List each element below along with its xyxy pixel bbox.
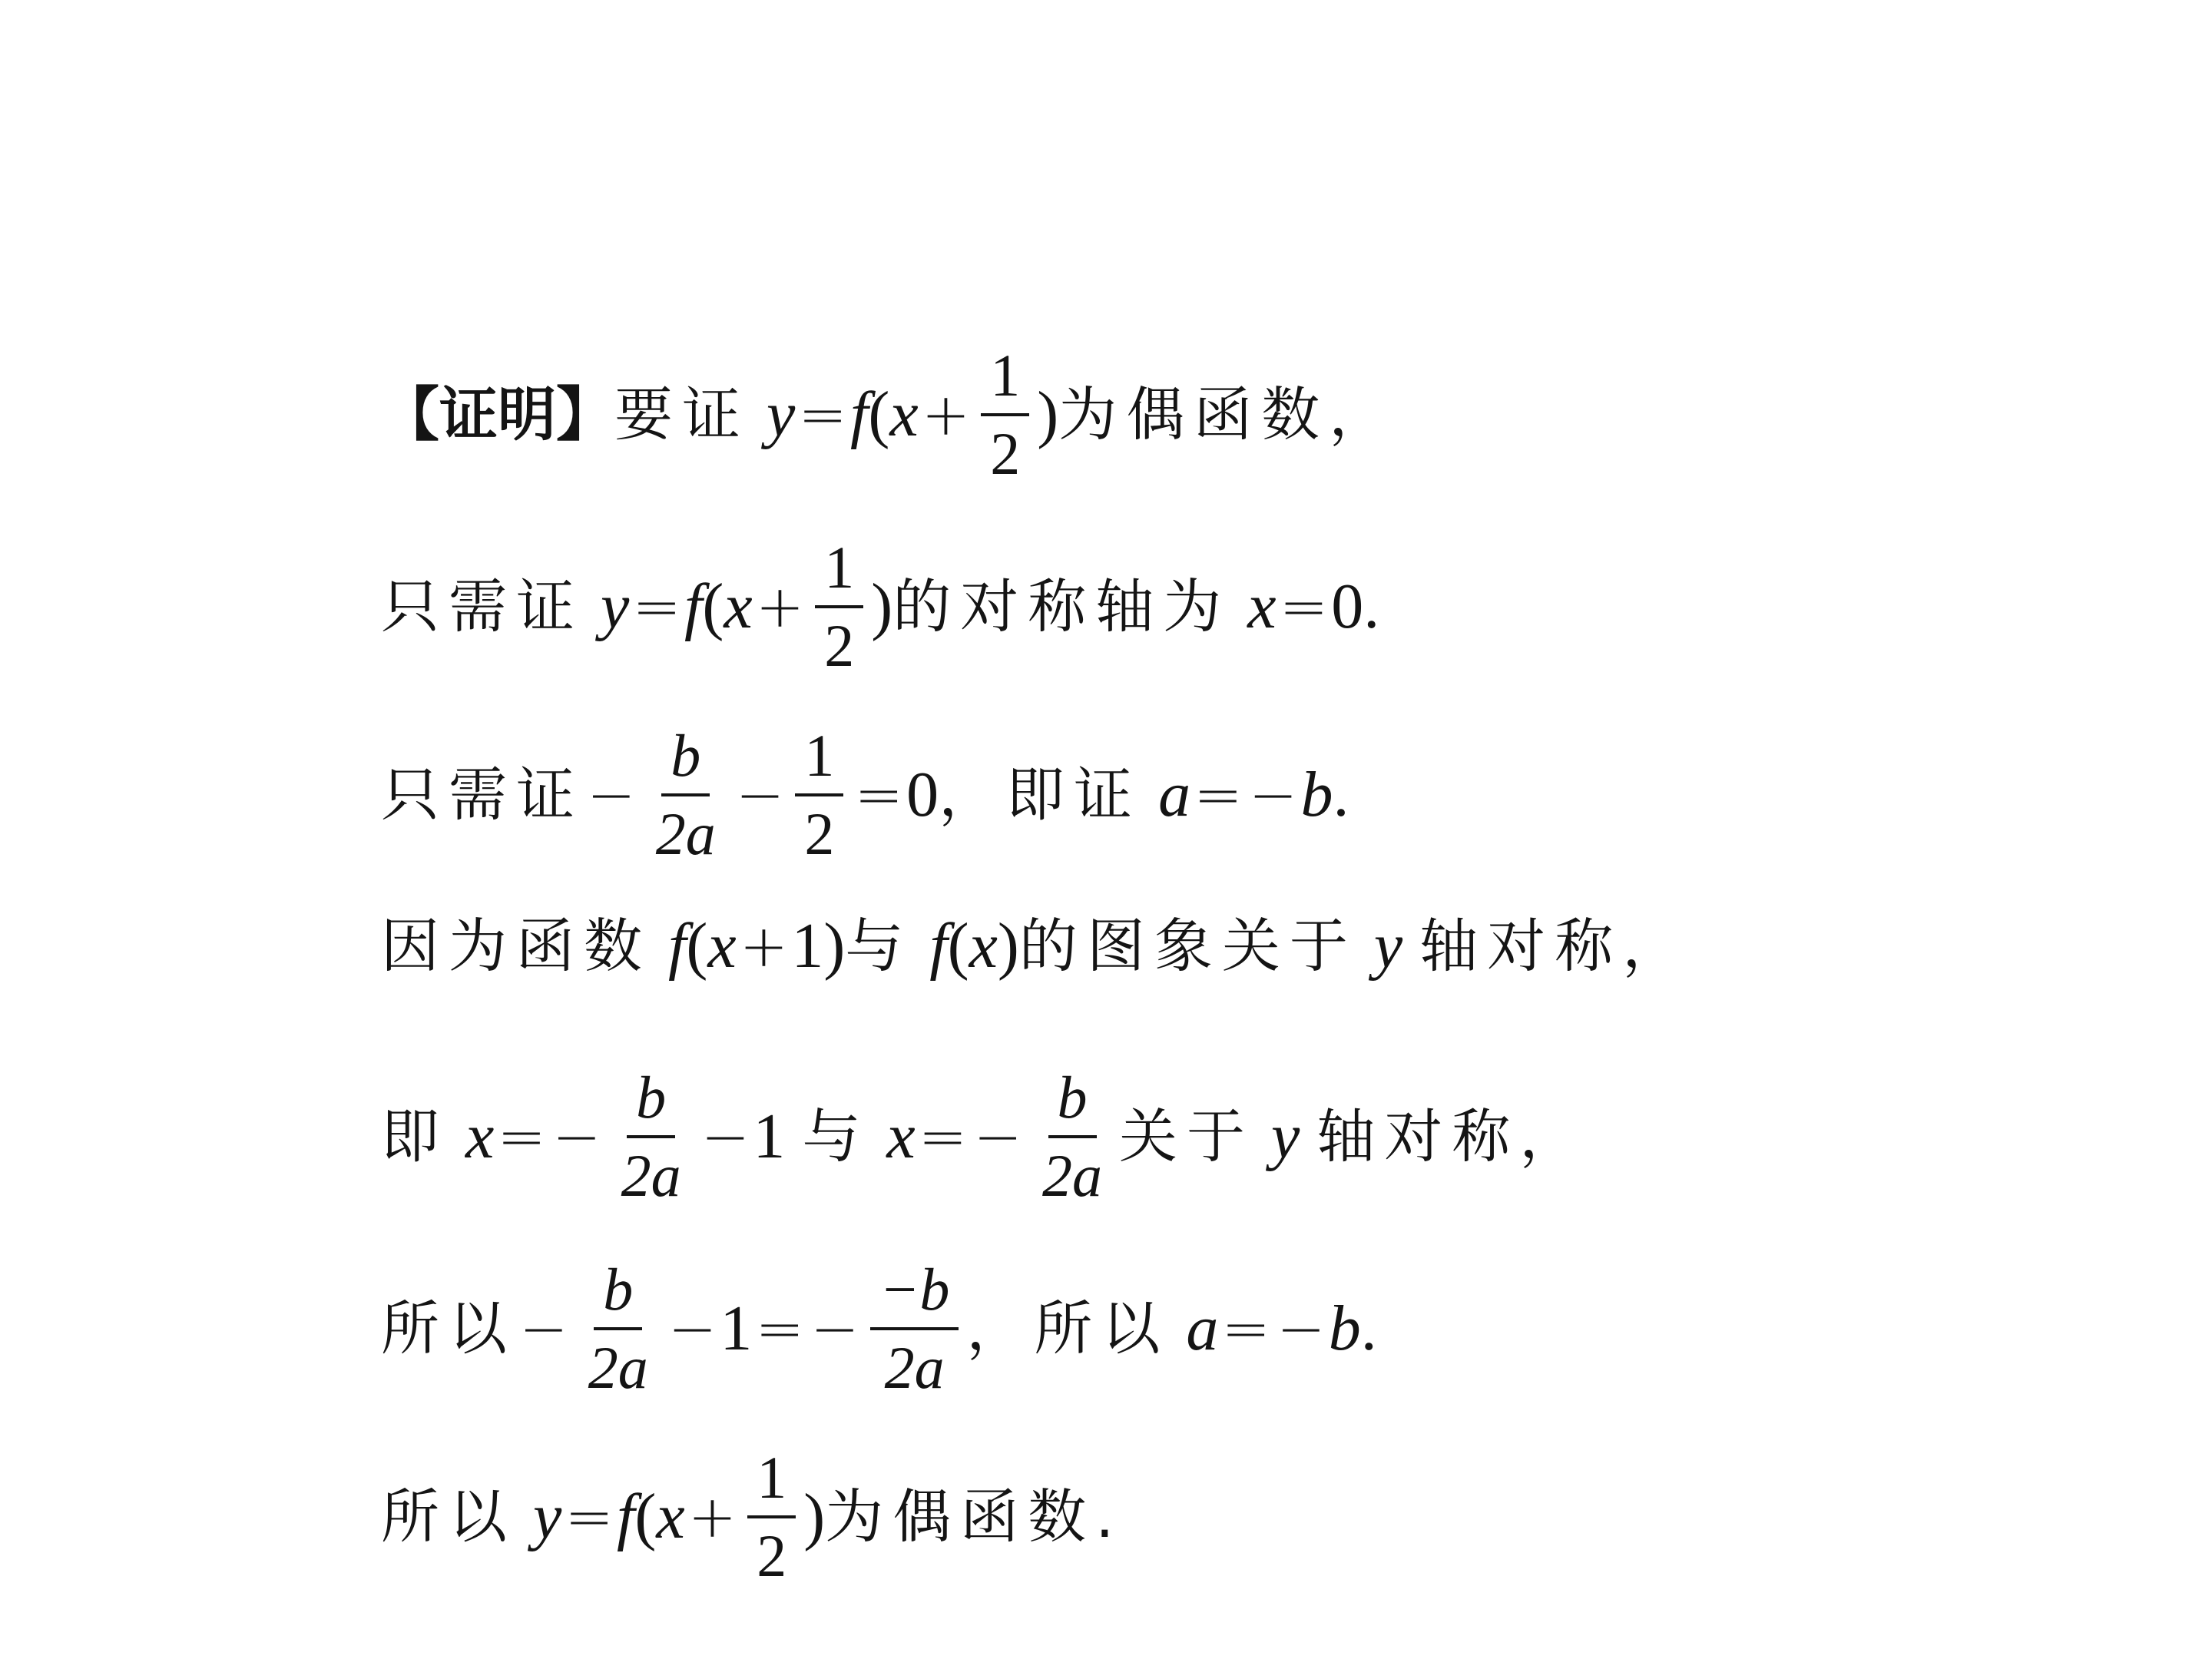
- minus-sign: −: [973, 1102, 1023, 1171]
- var-a: a: [1186, 1293, 1219, 1364]
- number-one: 1: [720, 1293, 753, 1364]
- label-bracket-right: 】: [556, 380, 614, 449]
- equals-sign: =: [854, 760, 904, 829]
- fraction-denominator: 2: [990, 420, 1021, 487]
- fraction-numerator: [594, 1256, 642, 1330]
- fraction-denominator: 2: [757, 1522, 787, 1589]
- period: .: [1363, 571, 1380, 642]
- text-that-is-prove: ，即证: [939, 760, 1142, 829]
- fraction-denominator: [1033, 1138, 1111, 1209]
- var-x: x: [707, 910, 737, 982]
- proof-label: 证明: [439, 380, 556, 449]
- var-b: b: [603, 1256, 634, 1323]
- equals-sign: =: [918, 1102, 968, 1171]
- minus-sign: −: [551, 1102, 601, 1171]
- paren-open: (: [868, 379, 890, 450]
- paren-close: ): [1037, 379, 1059, 450]
- minus-sign: −: [667, 1294, 717, 1363]
- fraction-one-half: [795, 722, 843, 867]
- term-neg-b: −b: [879, 1256, 950, 1323]
- fraction-numerator: 1: [815, 538, 863, 608]
- fraction-numerator: 1: [795, 726, 843, 796]
- minus-sign: −: [810, 1294, 859, 1363]
- fraction-neg-b-over-2a: [870, 1256, 959, 1401]
- proof-line-5: [381, 1064, 1588, 1209]
- fraction-numerator: [870, 1256, 959, 1330]
- fraction-one-half: [815, 534, 863, 679]
- var-y: y: [601, 571, 630, 642]
- var-b: b: [1057, 1064, 1088, 1131]
- paren-close: ): [823, 910, 846, 982]
- paren-close: ): [997, 910, 1019, 982]
- fraction-denominator: 2: [804, 800, 835, 867]
- minus-sign: −: [587, 760, 636, 829]
- period: .: [1360, 1293, 1377, 1364]
- minus-sign: −: [735, 760, 785, 829]
- paren-open: (: [947, 910, 969, 982]
- paren-open: (: [634, 1481, 657, 1552]
- term-2a: 2a: [588, 1334, 648, 1401]
- text-therefore: 所以: [381, 1294, 516, 1363]
- text-therefore: ，所以: [966, 1294, 1170, 1363]
- equals-sign: =: [497, 1102, 546, 1171]
- number-zero: 0: [906, 759, 939, 830]
- text-that-is: 即: [381, 1102, 449, 1171]
- paren-open: (: [702, 571, 724, 642]
- term-2a: 2a: [655, 800, 716, 867]
- fraction-b-over-2a: [647, 722, 725, 867]
- var-y: y: [1373, 910, 1403, 982]
- fraction-one-half: [981, 342, 1029, 487]
- number-zero: 0: [1331, 571, 1364, 642]
- func-f: f: [616, 1481, 635, 1552]
- equals-sign: =: [1194, 760, 1243, 829]
- fraction-numerator: [1048, 1064, 1097, 1138]
- paren-open: (: [686, 910, 708, 982]
- paren-close: ): [871, 571, 893, 642]
- fraction-b-over-2a: [1033, 1064, 1111, 1209]
- fraction-denominator: 2: [824, 612, 855, 679]
- var-y: y: [1271, 1101, 1300, 1172]
- plus-sign: +: [739, 912, 789, 980]
- text-only-need-prove: 只需证: [381, 572, 584, 641]
- equals-sign: =: [755, 1294, 805, 1363]
- var-x: x: [969, 910, 998, 982]
- text-axis-symmetric: 轴对称，: [1316, 1102, 1588, 1171]
- equals-sign: =: [798, 380, 847, 449]
- var-b: b: [671, 722, 701, 789]
- plus-sign: +: [755, 572, 805, 641]
- minus-sign: −: [1277, 1294, 1326, 1363]
- term-2a: 2a: [621, 1142, 681, 1209]
- text-only-need-prove: 只需证: [381, 760, 584, 829]
- text-is-even-function: 为偶函数.: [825, 1482, 1124, 1551]
- var-x: x: [465, 1101, 495, 1172]
- var-x: x: [886, 1101, 916, 1172]
- minus-sign: −: [700, 1102, 750, 1171]
- proof-line-6: [381, 1256, 1377, 1401]
- number-one: 1: [791, 910, 824, 982]
- func-f: f: [668, 910, 687, 982]
- fraction-numerator: [661, 722, 710, 796]
- text-is-even-function: 为偶函数，: [1058, 380, 1397, 449]
- fraction-denominator: [647, 796, 725, 867]
- func-f: f: [684, 571, 703, 642]
- plus-sign: +: [687, 1482, 737, 1551]
- func-f: f: [849, 379, 869, 450]
- fraction-denominator: [579, 1330, 657, 1401]
- text-axis-symmetric: 轴对称，: [1419, 912, 1690, 980]
- number-one: 1: [753, 1101, 786, 1172]
- fraction-numerator: [627, 1064, 675, 1138]
- fraction-b-over-2a: [612, 1064, 690, 1209]
- var-b: b: [1328, 1293, 1361, 1364]
- proof-line-2: [381, 534, 1380, 679]
- equals-sign: =: [1221, 1294, 1271, 1363]
- paren-close: ): [803, 1481, 826, 1552]
- fraction-numerator: 1: [981, 346, 1029, 416]
- var-b: b: [636, 1064, 667, 1131]
- equals-sign: =: [1279, 572, 1329, 641]
- text-because-function: 因为函数: [381, 912, 651, 980]
- text-to-prove: 要证: [614, 380, 750, 449]
- fraction-numerator: 1: [747, 1448, 796, 1518]
- var-y: y: [533, 1481, 562, 1552]
- equals-sign: =: [632, 572, 681, 641]
- proof-line-3: [381, 722, 1349, 867]
- text-and: 与: [845, 912, 913, 980]
- period: .: [1333, 759, 1349, 830]
- var-a: a: [1158, 759, 1191, 830]
- equals-sign: =: [565, 1482, 614, 1551]
- text-and: 与: [802, 1102, 870, 1171]
- text-graphs-about: 的图象关于: [1018, 912, 1357, 980]
- text-therefore: 所以: [381, 1482, 516, 1551]
- var-y: y: [767, 379, 796, 450]
- var-b: b: [1300, 759, 1333, 830]
- proof-line-1: [381, 342, 1397, 487]
- proof-line-7: [381, 1444, 1124, 1589]
- term-2a: 2a: [884, 1334, 945, 1401]
- var-x: x: [889, 379, 919, 450]
- term-2a: 2a: [1042, 1142, 1103, 1209]
- label-bracket-left: 【: [381, 380, 439, 449]
- var-x: x: [1247, 571, 1277, 642]
- func-f: f: [929, 910, 948, 982]
- plus-sign: +: [921, 380, 971, 449]
- minus-sign: −: [519, 1294, 568, 1363]
- text-about: 关于: [1119, 1102, 1255, 1171]
- fraction-denominator: [876, 1330, 954, 1401]
- var-x: x: [724, 571, 753, 642]
- proof-line-4: [381, 910, 1690, 982]
- text-axis-of-symmetry: 的对称轴为: [892, 572, 1231, 641]
- fraction-one-half: [747, 1444, 796, 1589]
- fraction-denominator: [612, 1138, 690, 1209]
- minus-sign: −: [1248, 760, 1298, 829]
- var-x: x: [656, 1481, 685, 1552]
- fraction-b-over-2a: [579, 1256, 657, 1401]
